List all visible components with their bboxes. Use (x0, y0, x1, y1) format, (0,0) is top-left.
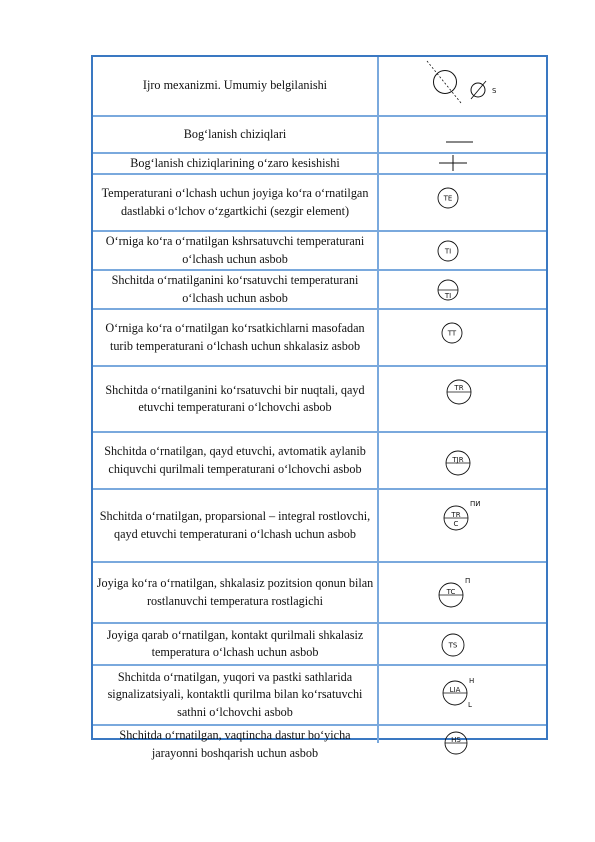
instrument-TC-symbol (379, 563, 546, 622)
svg-text:L: L (468, 701, 472, 709)
svg-text:TJR: TJR (452, 456, 464, 464)
instrument-TR-symbol (379, 367, 546, 431)
table-row (93, 666, 546, 724)
svg-text:S: S (492, 87, 497, 95)
svg-text:TI: TI (444, 247, 452, 256)
row-label: Temperaturani o‘lchash uchun joyiga ko‘ra o‘rnatilgan dastlabki o‘lchov o‘zgartkichi (sezgir element) (101, 186, 369, 218)
row-label: Shchitda o‘rnatilgan, yuqori va pastki sathlarida signalizatsiyali, kontaktli qurilma bilan ko‘rsatuvchi sathni o‘lchovchi asbob (107, 669, 363, 719)
svg-text:LIA: LIA (449, 686, 461, 694)
svg-text:H: H (469, 677, 475, 685)
row-label: Bog‘lanish chiziqlari (183, 126, 287, 141)
svg-text:TI: TI (444, 292, 452, 300)
instrument-TJR-symbol (379, 433, 546, 488)
instrument-HS-symbol (379, 726, 546, 744)
instrument-TI-symbol (379, 232, 546, 269)
svg-text:TT: TT (447, 329, 457, 338)
svg-text:TE: TE (443, 194, 453, 203)
row-label: Shchitda o‘rnatilganini ko‘rsatuvchi bir nuqtali, qayd etuvchi temperaturani o‘lchovchi asbob (105, 382, 365, 414)
table-row (93, 232, 546, 269)
table-row (93, 310, 546, 365)
row-label: Ijro mexanizmi. Umumiy belgilanishi (142, 78, 328, 93)
table-row (93, 175, 546, 230)
svg-text:HS: HS (451, 736, 461, 744)
instrument-TE-symbol (379, 175, 546, 230)
instrument-TT-symbol (379, 310, 546, 365)
svg-text:ПИ: ПИ (470, 500, 481, 508)
svg-text:TR: TR (454, 384, 464, 392)
instrument-TRC-symbol (379, 490, 546, 561)
svg-text:П: П (465, 577, 471, 585)
connection-line-symbol (379, 117, 546, 152)
instrument-TS-symbol (379, 624, 546, 664)
table-row (93, 367, 546, 431)
actuator-symbol (379, 57, 546, 115)
row-label: O‘rniga ko‘ra o‘rnatilgan kshrsatuvchi temperaturani o‘lchash uchun asbob (105, 234, 365, 266)
table-row (93, 624, 546, 664)
svg-text:TS: TS (448, 641, 458, 650)
svg-text:C: C (453, 520, 459, 528)
row-label: Shchitda o‘rnatilgan, qayd etuvchi, avtomatik aylanib chiquvchi qurilmali temperaturani o‘lchovchi asbob (104, 444, 366, 476)
instrument-LIA-symbol (379, 666, 546, 724)
table-row (93, 726, 546, 760)
row-label: Shchitda o‘rnatilganini ko‘rsatuvchi temperaturani o‘lchash uchun asbob (111, 273, 359, 305)
instrument-TI-panel-symbol (379, 271, 546, 308)
table-row (93, 271, 546, 308)
table-row (93, 57, 546, 115)
table-row (93, 563, 546, 622)
line-crossing-symbol (379, 154, 546, 173)
table-row (93, 490, 546, 561)
table-row (93, 154, 546, 173)
row-label: Shchitda o‘rnatilgan, vaqtincha dastur bo‘yicha jarayonni boshqarish uchun asbob (119, 728, 351, 760)
row-label: Bog‘lanish chiziqlarining o‘zaro kesishishi (130, 155, 340, 170)
symbol-table (91, 55, 548, 760)
svg-text:TR: TR (451, 511, 461, 519)
svg-text:TC: TC (446, 588, 456, 596)
row-label: Shchitda o‘rnatilgan, proparsional – integral rostlovchi, qayd etuvchi temperaturani o‘lchash uchun asbob (99, 509, 371, 541)
row-label: Joyiga qarab o‘rnatilgan, kontakt qurilmali shkalasiz temperatura o‘lchash uchun asbob (106, 627, 364, 659)
row-label: Joyiga ko‘ra o‘rnatilgan, shkalasiz pozitsion qonun bilan rostlanuvchi temperatura rostlagichi (96, 576, 374, 608)
table-row (93, 433, 546, 488)
table-row (93, 117, 546, 152)
row-label: O‘rniga ko‘ra o‘rnatilgan ko‘rsatkichlarni masofadan turib temperaturani o‘lchash uchun shkalasiz asbob (105, 321, 365, 353)
